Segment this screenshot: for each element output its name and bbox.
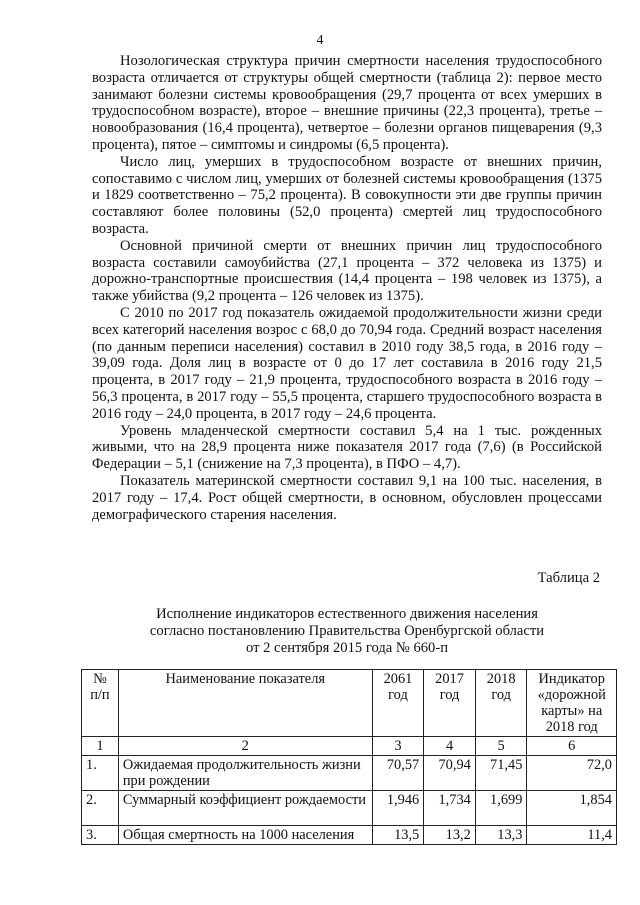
row-indicator: 1,854 [527, 791, 617, 826]
row-year-3: 13,3 [475, 826, 527, 845]
row-year-2: 13,2 [424, 826, 476, 845]
row-name: Общая смертность на 1000 населения [118, 826, 372, 845]
table-index-row [82, 737, 617, 756]
row-name: Ожидаемая продолжительность жизни при рождении [118, 756, 372, 791]
paragraph: Уровень младенческой смертности составил 5,4 на 1 тыс. рожденных живыми, что на 28,9 процента ниже показателя 2017 года (7,6) (в Российской Федерации – 5,1 (снижение на 7,3 процента), в ПФО – 4,7). [92, 422, 602, 473]
row-year-3: 71,45 [475, 756, 527, 791]
row-year-1: 1,946 [372, 791, 424, 826]
row-year-1: 70,57 [372, 756, 424, 791]
body-text [92, 53, 602, 523]
index-cell: 5 [475, 737, 527, 756]
table-title [92, 606, 602, 657]
indicators-table [81, 669, 617, 845]
row-num: 2. [82, 791, 119, 826]
table-header-row [82, 670, 617, 737]
table-title-line: от 2 сентября 2015 года № 660-п [245, 640, 449, 656]
row-num: 3. [82, 826, 119, 845]
paragraph: Основной причиной смерти от внешних причин лиц трудоспособного возраста составили самоубийства (27,1 процента – 372 человека из 1375) и дорожно-транспортные происшествия (14,4 процента – 198 человек из 1375), а также убийства (9,2 процента – 126 человек из 1375). [92, 237, 602, 305]
row-year-2: 1,734 [424, 791, 476, 826]
header-num: № п/п [82, 670, 119, 737]
table-row [82, 791, 617, 826]
paragraph: Нозологическая структура причин смертности населения трудоспособного возраста отличается от структуры общей смертности (таблица 2): первое место занимают болезни системы кровообращения (29,7 процента от всех умерших в трудоспособном возрасте), второе – внешние причины (22,3 процента), третье – новообразования (16,4 процента), четвертое – болезни органов пищеварения (9,3 процента), пятое – симптомы и синдромы (6,5 процента). [92, 53, 602, 153]
paragraph: Число лиц, умерших в трудоспособном возрасте от внешних причин, сопоставимо с числом лиц, умерших от болезней системы кровообращения (1375 и 1829 соответственно – 75,2 процента). В совокупности эти две группы причин составляют более половины (52,0 процента) смертей лиц трудоспособного возраста. [92, 153, 602, 237]
table-label: Таблица 2 [537, 570, 600, 586]
row-num: 1. [82, 756, 119, 791]
header-year-3: 2018 год [475, 670, 527, 737]
header-indicator: Индикатор «дорожной карты» на 2018 год [527, 670, 617, 737]
row-indicator: 11,4 [527, 826, 617, 845]
paragraph: С 2010 по 2017 год показатель ожидаемой продолжительности жизни среди всех категорий населения возрос с 68,0 до 70,94 года. Средний возраст населения (по данным переписи населения) составил в 2010 году 38,5 года, в 2016 году – 39,09 года. Доля лиц в возрасте от 0 до 17 лет составила в 2016 году 21,5 процента, в 2017 году – 21,9 процента, трудоспособного возраста в 2016 году – 56,3 процента, в 2017 году – 55,5 процента, старшего трудоспособного возраста в 2016 году – 24,0 процента, в 2017 году – 24,6 процента. [92, 304, 602, 422]
index-cell: 4 [424, 737, 476, 756]
header-year-1: 2061 год [372, 670, 424, 737]
table-row [82, 826, 617, 845]
table-title-line: согласно постановлению Правительства Оренбургской области [149, 623, 545, 639]
header-year-2: 2017 год [424, 670, 476, 737]
row-year-2: 70,94 [424, 756, 476, 791]
paragraph: Показатель материнской смертности составил 9,1 на 100 тыс. населения, в 2017 году – 17,4. Рост общей смертности, в основном, обусловлен процессами демографического старения населения. [92, 472, 602, 523]
table-title-line: Исполнение индикаторов естественного движения населения [156, 606, 538, 622]
page-number: 4 [316, 33, 324, 48]
table-row [82, 756, 617, 791]
header-name: Наименование показателя [118, 670, 372, 737]
index-cell: 1 [82, 737, 119, 756]
row-year-1: 13,5 [372, 826, 424, 845]
row-indicator: 72,0 [527, 756, 617, 791]
index-cell: 2 [118, 737, 372, 756]
row-year-3: 1,699 [475, 791, 527, 826]
index-cell: 3 [372, 737, 424, 756]
index-cell: 6 [527, 737, 617, 756]
row-name: Суммарный коэффициент рождаемости [118, 791, 372, 826]
